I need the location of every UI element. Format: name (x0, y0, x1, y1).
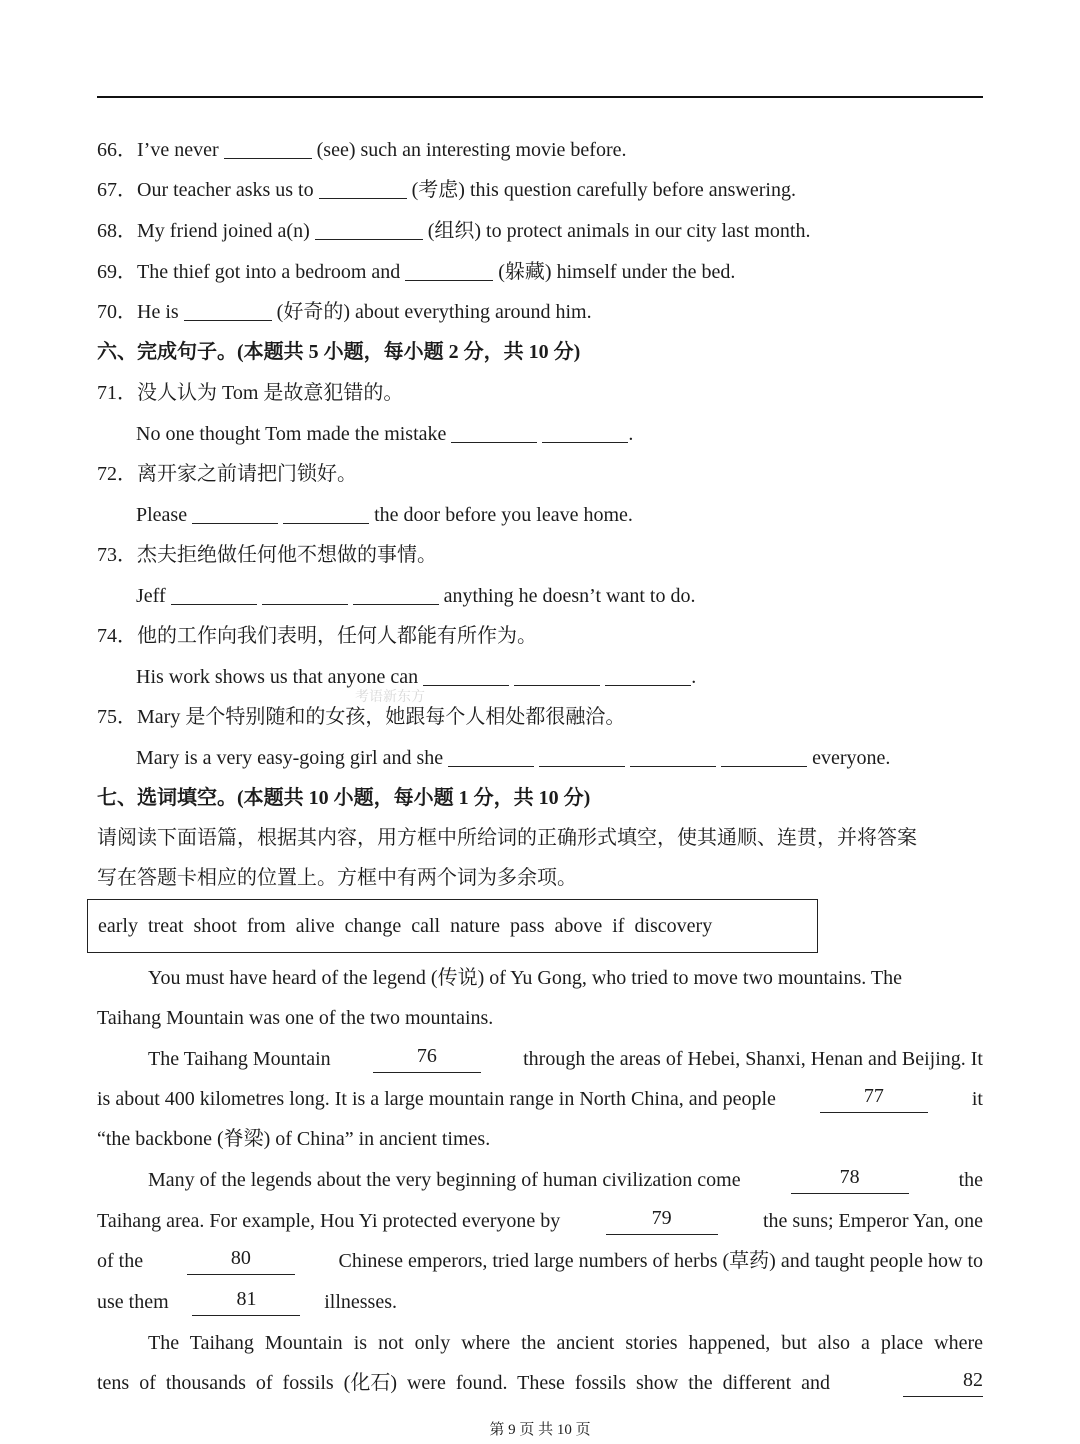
answer-blank[interactable] (605, 665, 691, 686)
question-74-chinese: 74．他的工作向我们表明，任何人都能有所作为。 (97, 625, 537, 647)
answer-blank[interactable] (184, 300, 272, 321)
passage-p1-line-2: Taihang Mountain was one of the two mountains. (97, 1007, 494, 1029)
instructions-line-2: 写在答题卡相应的位置上。方框中有两个词为多余项。 (97, 867, 577, 889)
question-67: 67．Our teacher asks us to (考虑) this question carefully before answering. (97, 179, 796, 201)
blank-79[interactable]: 79 (606, 1207, 718, 1235)
answer-blank[interactable] (542, 422, 628, 443)
question-73-chinese: 73．杰夫拒绝做任何他不想做的事情。 (97, 544, 437, 566)
answer-blank[interactable] (448, 746, 534, 767)
page-footer: 第 9 页 共 10 页 (489, 1422, 591, 1438)
blank-78[interactable]: 78 (791, 1166, 909, 1194)
answer-blank[interactable] (539, 746, 625, 767)
question-71-chinese: 71．没人认为 Tom 是故意犯错的。 (97, 382, 404, 404)
passage-p1-line-1: You must have heard of the legend (传说) of Yu Gong, who tried to move two mountains. The (148, 967, 902, 989)
question-71-english: No one thought Tom made the mistake . (136, 423, 634, 445)
word-box (87, 899, 818, 953)
answer-blank[interactable] (721, 746, 807, 767)
question-75-chinese: 75．Mary 是个特别随和的女孩，她跟每个人相处都很融洽。 (97, 706, 626, 728)
question-66: 66．I’ve never (see) such an interesting movie before. (97, 139, 627, 161)
section-7-heading: 七、选词填空。(本题共 10 小题，每小题 1 分，共 10 分) (97, 787, 591, 809)
answer-blank[interactable] (514, 665, 600, 686)
answer-blank[interactable] (192, 503, 278, 524)
blank-82[interactable]: 82 (903, 1369, 983, 1397)
watermark: 考语新东方 (355, 690, 425, 705)
passage-p3-line-2: Taihang area. For example, Hou Yi protected everyone by 79 the suns; Emperor Yan, one (97, 1207, 983, 1235)
question-70: 70．He is (好奇的) about everything around him. (97, 301, 592, 323)
section-6-heading: 六、完成句子。(本题共 5 小题，每小题 2 分，共 10 分) (97, 341, 581, 363)
answer-blank[interactable] (630, 746, 716, 767)
question-74-english: His work shows us that anyone can . (136, 666, 697, 688)
passage-p2-line-1: The Taihang Mountain 76 through the areas of Hebei, Shanxi, Henan and Beijing. It (148, 1045, 983, 1073)
answer-blank[interactable] (283, 503, 369, 524)
passage-p2-line-2: is about 400 kilometres long. It is a large mountain range in North China, and people 77 it (97, 1085, 983, 1113)
answer-blank[interactable] (353, 584, 439, 605)
blank-76[interactable]: 76 (373, 1045, 481, 1073)
answer-blank[interactable] (423, 665, 509, 686)
question-69: 69．The thief got into a bedroom and (躲藏) himself under the bed. (97, 261, 736, 283)
instructions-line-1: 请阅读下面语篇，根据其内容，用方框中所给词的正确形式填空，使其通顺、连贯，并将答案 (97, 827, 917, 849)
question-73-english: Jeff anything he doesn’t want to do. (136, 585, 696, 607)
blank-80[interactable]: 80 (187, 1247, 295, 1275)
question-72-english: Please the door before you leave home. (136, 504, 633, 526)
blank-81[interactable]: 81 (192, 1288, 300, 1316)
blank-77[interactable]: 77 (820, 1085, 928, 1113)
passage-p3-line-3: of the 80 Chinese emperors, tried large numbers of herbs (草药) and taught people how to (97, 1247, 983, 1275)
passage-p2-line-3: “the backbone (脊梁) of China” in ancient times. (97, 1128, 491, 1150)
answer-blank[interactable] (171, 584, 257, 605)
answer-blank[interactable] (319, 178, 407, 199)
word-box-text: early treat shoot from alive change call nature pass above if discovery (98, 914, 713, 937)
passage-p4-line-1: The Taihang Mountain is not only where the ancient stories happened, but also a place where (148, 1332, 983, 1354)
answer-blank[interactable] (262, 584, 348, 605)
question-72-chinese: 72．离开家之前请把门锁好。 (97, 463, 357, 485)
answer-blank[interactable] (405, 260, 493, 281)
header-rule (97, 96, 983, 98)
answer-blank[interactable] (224, 138, 312, 159)
answer-blank[interactable] (451, 422, 537, 443)
passage-p4-line-2: tens of thousands of fossils (化石) were found. These fossils show the different and 82 (97, 1369, 983, 1397)
answer-blank[interactable] (315, 219, 423, 240)
passage-p3-line-4: use them 81 illnesses. (97, 1288, 397, 1316)
question-75-english: Mary is a very easy-going girl and she everyone. (136, 747, 891, 769)
passage-p3-line-1: Many of the legends about the very beginning of human civilization come 78 the (148, 1166, 983, 1194)
question-68: 68．My friend joined a(n) (组织) to protect animals in our city last month. (97, 220, 811, 242)
